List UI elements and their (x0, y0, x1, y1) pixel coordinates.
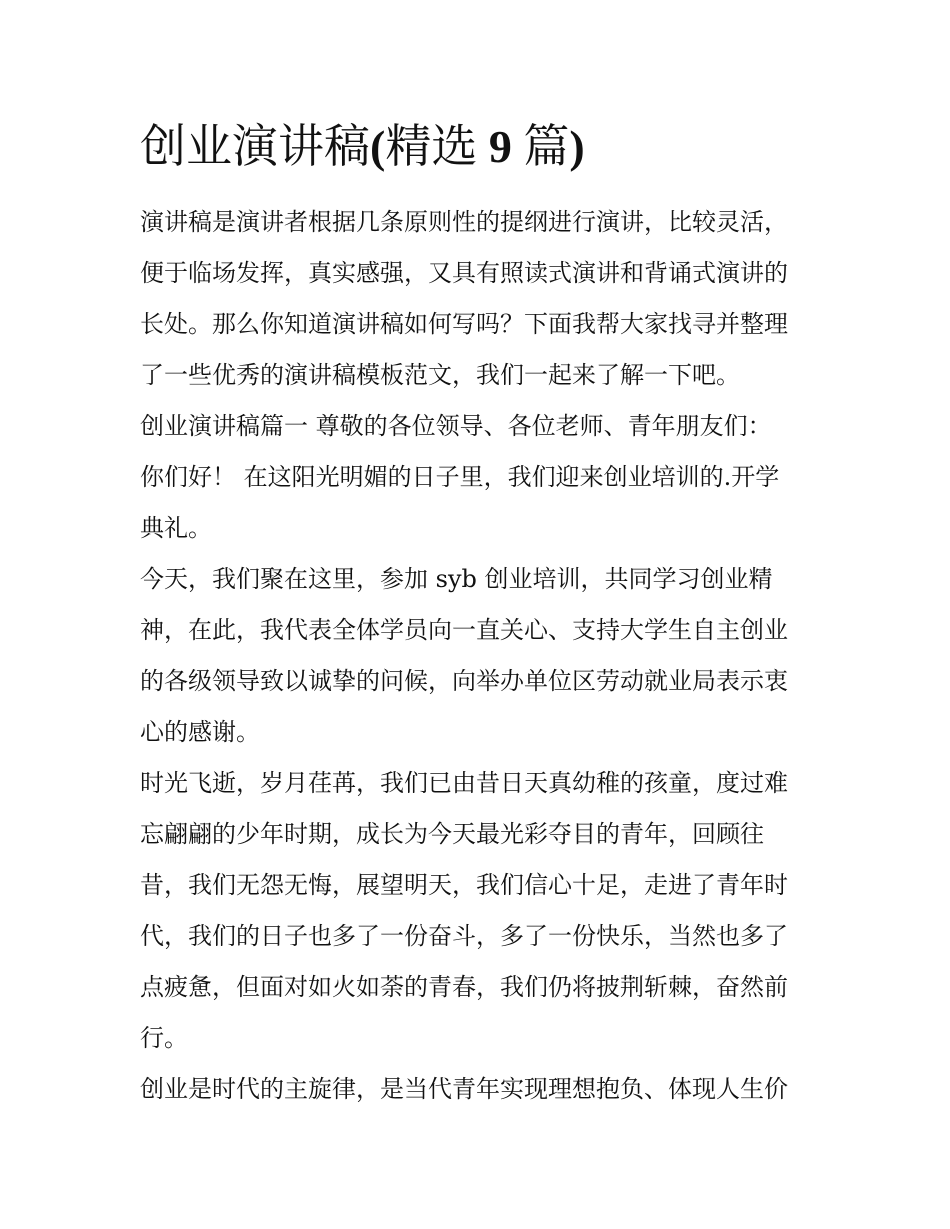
body-line-16: 点疲惫，但面对如火如荼的青春，我们仍将披荆斩棘，奋然前 (140, 973, 788, 1001)
title-paren-open: ( (370, 121, 386, 172)
body-line-17: 行。 (140, 1024, 188, 1052)
body-line-5: 创业演讲稿篇一 尊敬的各位领导、各位老师、青年朋友们： (140, 412, 772, 440)
body-line-2: 便于临场发挥，真实感强，又具有照读式演讲和背诵式演讲的 (140, 259, 788, 287)
body-line-13: 忘翩翩的少年时期，成长为今天最光彩夺目的青年，回顾往 (140, 820, 764, 848)
body-line-14: 昔，我们无怨无悔，展望明天，我们信心十足，走进了青年时 (140, 871, 788, 899)
body-line-11: 心的感谢。 (140, 718, 260, 746)
title-count: 9 (477, 121, 524, 172)
body-line-1: 演讲稿是演讲者根据几条原则性的提纲进行演讲，比较灵活， (140, 208, 788, 236)
body-line-3: 长处。那么你知道演讲稿如何写吗？下面我帮大家找寻并整理 (140, 310, 788, 338)
body-line-15: 代，我们的日子也多了一份奋斗，多了一份快乐，当然也多了 (140, 922, 788, 950)
title-text-pieces: 篇 (523, 119, 570, 173)
title-text-main: 创业演讲稿 (140, 119, 370, 173)
body-line-7: 典礼。 (140, 514, 212, 542)
body-line-4: 了一些优秀的演讲稿模板范文，我们一起来了解一下吧。 (140, 361, 740, 389)
body-line-6: 你们好！ 在这阳光明媚的日子里，我们迎来创业培训的.开学 (140, 463, 780, 491)
body-line-12: 时光飞逝，岁月荏苒，我们已由昔日天真幼稚的孩童，度过难 (140, 769, 788, 797)
title-paren-close: ) (569, 121, 585, 172)
title-text-selected: 精选 (385, 119, 478, 173)
document-title (140, 116, 585, 177)
body-line-9: 神，在此，我代表全体学员向一直关心、支持大学生自主创业 (140, 616, 788, 644)
body-line-8: 今天，我们聚在这里，参加 syb 创业培训，共同学习创业精 (140, 565, 773, 593)
body-line-18: 创业是时代的主旋律，是当代青年实现理想抱负、体现人生价 (140, 1075, 788, 1103)
body-line-10: 的各级领导致以诚挚的问候，向举办单位区劳动就业局表示衷 (140, 667, 788, 695)
